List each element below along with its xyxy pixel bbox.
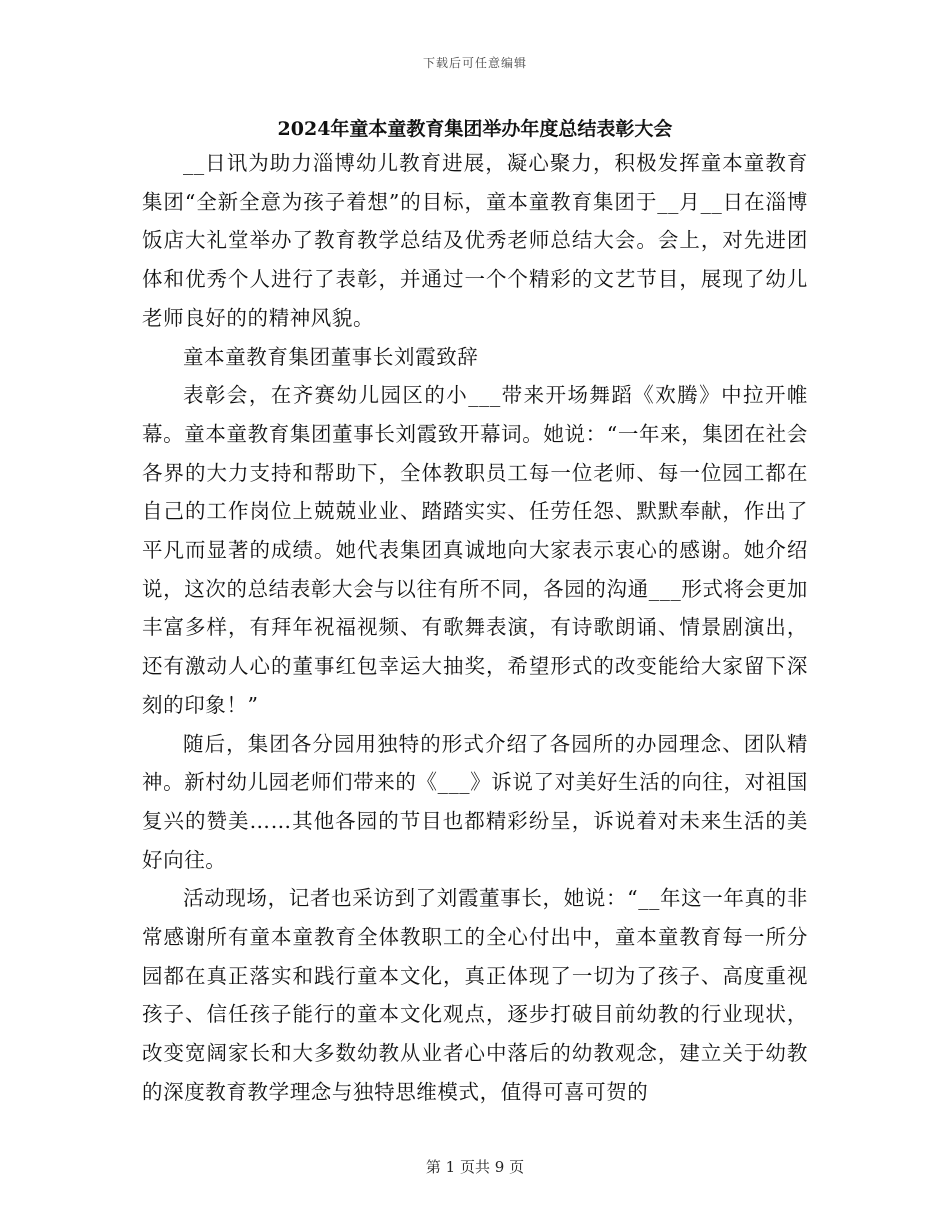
paragraph-opening-speech: 表彰会，在齐赛幼儿园区的小___带来开场舞蹈《欢腾》中拉开帷幕。童本童教育集团董事长刘霞致开幕词。她说：“一年来，集团在社会各界的大力支持和帮助下，全体教职员工每一位老师、每一位园工都在自己的工作岗位上兢兢业业、踏踏实实、任劳任怨、默默奉献，作出了平凡而显著的成绩。她代表集团真诚地向大家表示衷心的感谢。她介绍说，这次的总结表彰大会与以往有所不同，各园的沟通___形式将会更加丰富多样，有拜年祝福视频、有歌舞表演，有诗歌朗诵、情景剧演出，还有激动人心的董事红包幸运大抽奖，希望形式的改变能给大家留下深刻的印象！” bbox=[142, 383, 808, 717]
paragraph-subheading: 童本童教育集团董事长刘霞致辞 bbox=[183, 344, 479, 369]
paragraph-intro: __日讯为助力淄博幼儿教育进展，凝心聚力，积极发挥童本童教育集团“全新全意为孩子着想”的目标，童本童教育集团于__月__日在淄博饭店大礼堂举办了教育教学总结及优秀老师总结大会。会上，对先进团体和优秀个人进行了表彰，并通过一个个精彩的文艺节目，展现了幼儿老师良好的的精神风貌。 bbox=[142, 151, 808, 330]
document-title: 2024年童本童教育集团举办年度总结表彰大会 bbox=[277, 118, 673, 140]
header-note: 下载后可任意编辑 bbox=[422, 56, 527, 70]
paragraph-performances: 随后，集团各分园用独特的形式介绍了各园所的办园理念、团队精神。新村幼儿园老师们带来的《___》诉说了对美好生活的向往，对祖国复兴的赞美……其他各园的节目也都精彩纷呈，诉说着对未来生活的美好向往。 bbox=[142, 731, 808, 872]
paragraph-interview: 活动现场，记者也采访到了刘霞董事长，她说：“__年这一年真的非常感谢所有童本童教育全体教职工的全心付出中，童本童教育每一所分园都在真正落实和践行童本文化，真正体现了一切为了孩子、高度重视孩子、信任孩子能行的童本文化观点，逐步打破目前幼教的行业现状，改变宽阔家长和大多数幼教从业者心中落后的幼教观念，建立关于幼教的深度教育教学理念与独特思维模式，值得可喜可贺的 bbox=[142, 886, 808, 1104]
document-body bbox=[142, 144, 808, 1112]
page-number-footer: 第 1 页共 9 页 bbox=[425, 1158, 525, 1176]
